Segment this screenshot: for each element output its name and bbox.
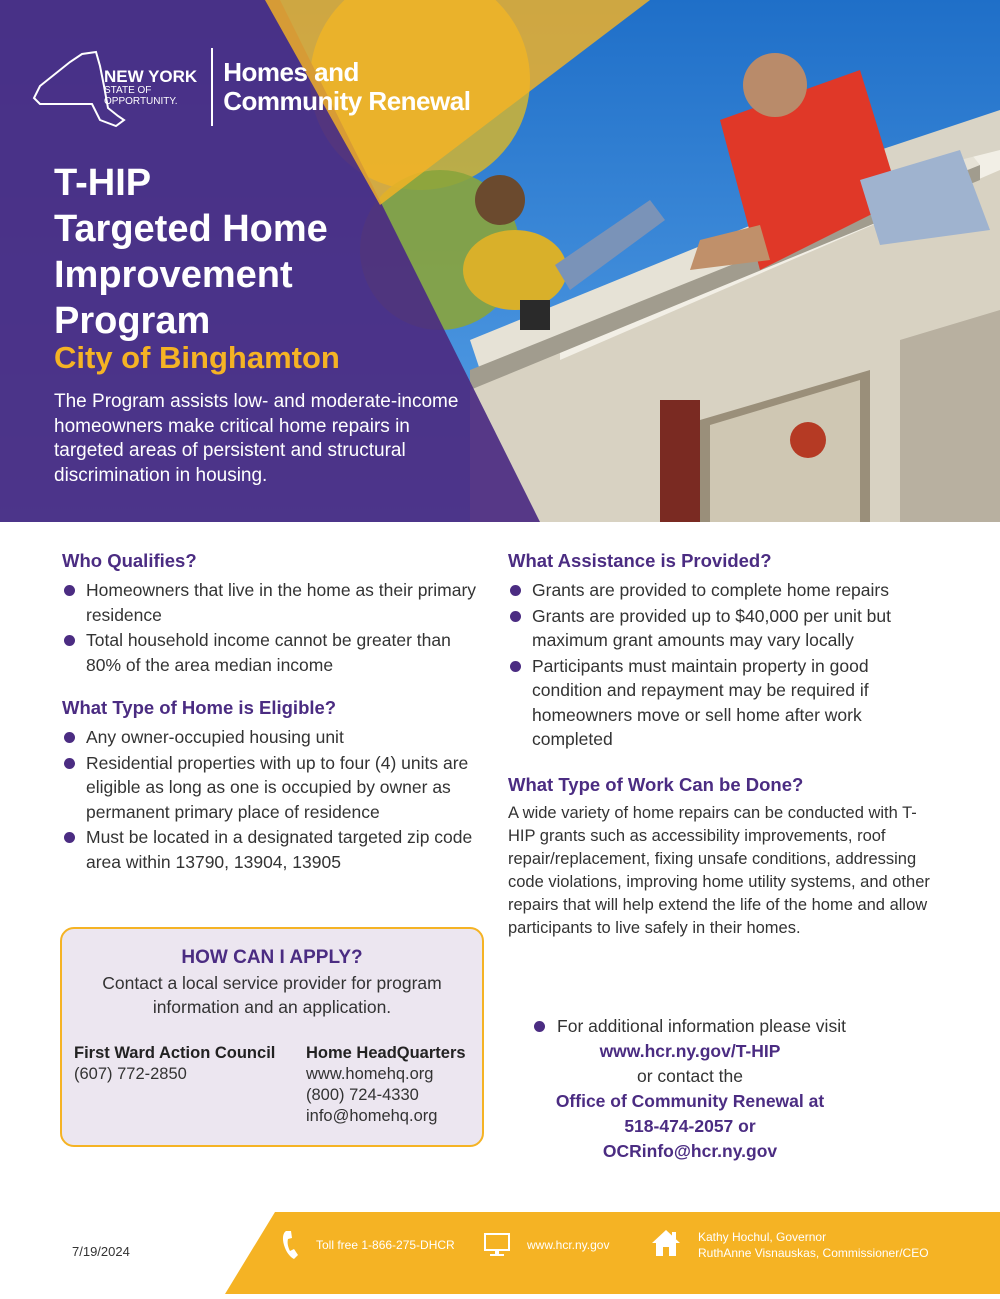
title-line-1: T-HIP: [54, 162, 152, 204]
list-item: Grants are provided up to $40,000 per unit but maximum grant amounts may vary locally: [508, 604, 933, 653]
computer-icon: [483, 1232, 511, 1258]
title-line-4: Program: [54, 300, 211, 342]
left-column: [62, 550, 477, 875]
list-item: Participants must maintain property in good condition and repayment may be required if homeowners move or sell home after work completed: [508, 654, 933, 752]
work-description: A wide variety of home repairs can be conducted with T-HIP grants such as accessibility improvements, roof repair/replacement, fixing unsafe conditions, addressing code violations, improving home utility systems, and other repairs that will help extend the life of the home and allow participants to live safely in their homes.: [508, 803, 930, 937]
program-city: City of Binghamton: [54, 340, 340, 375]
title-line-2: Targeted Home: [54, 208, 328, 250]
home-eligible-heading: What Type of Home is Eligible?: [62, 697, 337, 718]
title-line-3: Improvement: [54, 254, 293, 296]
contact-line: or contact the: [636, 1066, 744, 1086]
hcr-wordmark: [223, 58, 470, 116]
home-icon: [650, 1228, 682, 1258]
program-link[interactable]: www.hcr.ny.gov/T-HIP: [599, 1041, 781, 1061]
apply-text: Contact a local service provider for program information and an application.: [102, 973, 442, 1017]
right-column: [508, 550, 933, 940]
program-intro: The Program assists low- and moderate-income homeowners make critical home repairs in targeted areas of persistent and structural discrimination in housing.: [54, 391, 459, 486]
list-item: Homeowners that live in the home as their primary residence: [62, 578, 477, 627]
office-name: Office of Community Renewal at: [555, 1091, 825, 1111]
agency-name-line1: Homes and: [223, 57, 359, 87]
list-item: Must be located in a designated targeted zip code area within 13790, 13904, 13905: [62, 825, 477, 874]
publish-date: 7/19/2024: [72, 1244, 130, 1259]
assistance-heading: What Assistance is Provided?: [508, 550, 772, 571]
toll-free-number: Toll free 1-866-275-DHCR: [316, 1238, 455, 1252]
list-item: Any owner-occupied housing unit: [62, 725, 477, 750]
provider-name: Home HeadQuarters: [306, 1044, 466, 1062]
governor-name: Kathy Hochul, Governor: [698, 1230, 827, 1244]
provider-phone: (800) 724-4330: [306, 1086, 419, 1104]
list-item: Grants are provided to complete home repairs: [508, 578, 933, 603]
provider-phone: (607) 772-2850: [74, 1065, 187, 1083]
officials: [698, 1229, 929, 1261]
state-tagline-1: STATE OF: [104, 84, 152, 96]
state-tagline-2: OPPORTUNITY.: [104, 95, 178, 107]
hero-banner: [0, 0, 1000, 522]
program-title: [54, 160, 328, 344]
provider-website[interactable]: www.homehq.org: [306, 1065, 434, 1083]
work-heading: What Type of Work Can be Done?: [508, 773, 804, 795]
provider-email[interactable]: info@homehq.org: [306, 1107, 438, 1125]
logo-divider: [211, 48, 213, 126]
agency-name-line2: Community Renewal: [223, 86, 471, 116]
home-eligible-list: [62, 725, 477, 874]
apply-heading: HOW CAN I APPLY?: [181, 947, 363, 968]
list-item: Total household income cannot be greater than 80% of the area median income: [62, 628, 477, 677]
more-info-block: [500, 1014, 880, 1164]
more-info-line: For additional information please visit: [557, 1016, 846, 1036]
assistance-list: [508, 578, 933, 752]
provider-home-headquarters: [306, 1043, 466, 1127]
office-email[interactable]: OCRinfo@hcr.ny.gov: [602, 1141, 778, 1161]
who-qualifies-heading: Who Qualifies?: [62, 550, 197, 571]
bullet-icon: [534, 1021, 545, 1032]
more-info-intro: [500, 1014, 880, 1039]
office-phone: 518-474-2057 or: [624, 1116, 756, 1136]
commissioner-name: RuthAnne Visnauskas, Commissioner/CEO: [698, 1246, 929, 1260]
list-item: Residential properties with up to four (4) units are eligible as long as one is occupied by owner as permanent primary place of residence: [62, 751, 477, 825]
nys-wordmark: [104, 68, 197, 107]
phone-icon: [280, 1229, 304, 1261]
state-name: NEW YORK: [104, 66, 198, 86]
who-qualifies-list: [62, 578, 477, 677]
agency-logo: [30, 48, 470, 126]
website-link[interactable]: www.hcr.ny.gov: [527, 1238, 610, 1252]
provider-first-ward: [74, 1043, 275, 1085]
provider-name: First Ward Action Council: [74, 1044, 276, 1062]
